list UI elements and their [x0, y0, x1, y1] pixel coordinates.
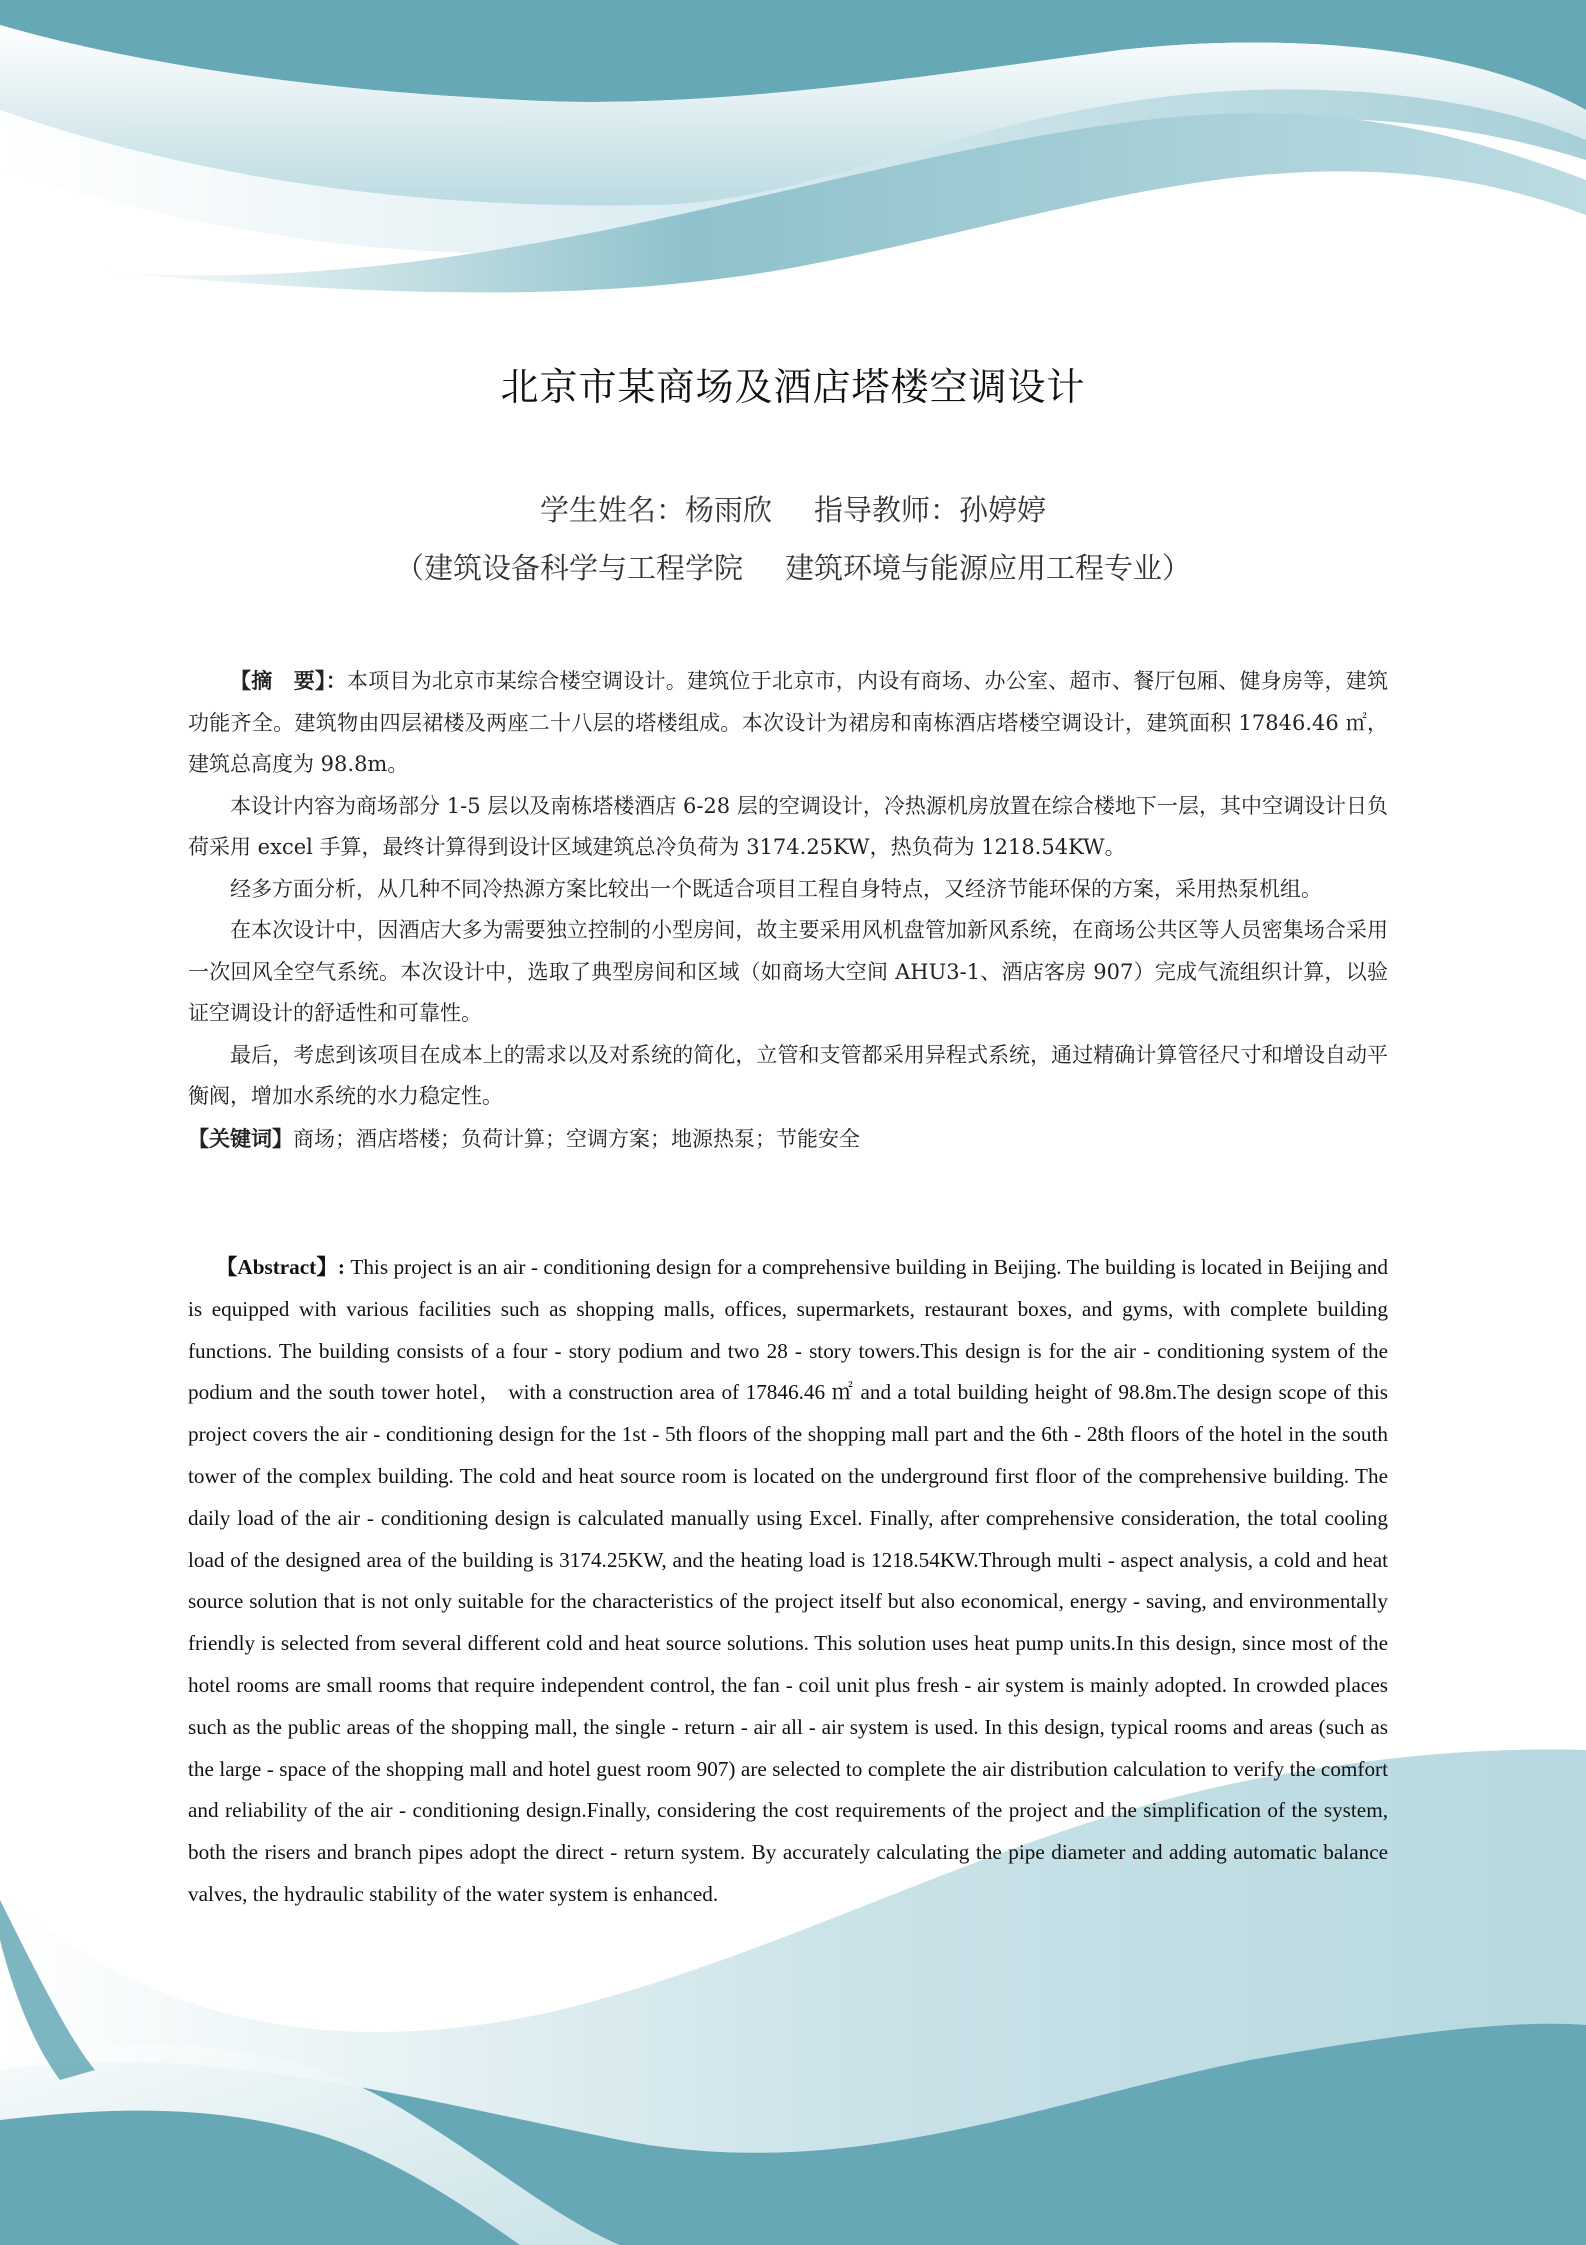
en-abstract-label: 【Abstract】:: [216, 1255, 345, 1279]
cn-abstract-paragraph: 经多方面分析，从几种不同冷热源方案比较出一个既适合项目工程自身特点，又经济节能环保的方案，采用热泵机组。: [230, 876, 1322, 901]
cn-abstract-paragraph: 在本次设计中，因酒店大多为需要独立控制的小型房间，故主要采用风机盘管加新风系统，在商场公共区等人员密集场合采用一次回风全空气系统。本次设计中，选取了典型房间和区域（如商场大空间 AHU3-1、酒店客房 907）完成气流组织计算，以验证空调设计的舒适性和可靠性。: [188, 918, 1388, 1025]
cn-abstract-label: 【摘 要】：: [230, 668, 347, 693]
document-title: 北京市某商场及酒店塔楼空调设计: [500, 365, 1086, 409]
cn-abstract-paragraph: 本设计内容为商场部分 1-5 层以及南栋塔楼酒店 6-28 层的空调设计，冷热源机房放置在综合楼地下一层，其中空调设计日负荷采用 excel 手算，最终计算得到设计区域建筑总冷负荷为 3174.25KW，热负荷为 1218.54KW。: [188, 793, 1388, 859]
chinese-abstract: [188, 660, 1388, 1160]
en-abstract-paragraph: [188, 1247, 1388, 1916]
en-abstract-text: This project is an air - conditioning design for a comprehensive building in Beijing. The building is located in Beijing and is equipped with various facilities such as shopping malls, offices, supermarkets, restaurant boxes, and gyms, with complete building functions. The building consists of a four - story podium and two 28 - story towers.This design is for the air - conditioning system of the podium and the south tower hotel， with a construction area of 17846.46 ㎡ and a total building height of 98.8m.The design scope of this project covers the air - conditioning design for the 1st - 5th floors of the shopping mall part and the 6th - 28th floors of the hotel in the south tower of the complex building. The cold and heat source room is located on the underground first floor of the comprehensive building. The daily load of the air - conditioning design is calculated manually using Excel. Finally, after comprehensive consideration, the total cooling load of the designed area of the building is 3174.25KW, and the heating load is 1218.54KW.Through multi - aspect analysis, a cold and heat source solution that is not only suitable for the characteristics of the project itself but also economical, energy - saving, and environmentally friendly is selected from several different cold and heat source solutions. This solution uses heat pump units.In this design, since most of the hotel rooms are small rooms that require independent control, the fan - coil unit plus fresh - air system is mainly adopted. In crowded places such as the public areas of the shopping mall, the single - return - air all - air system is used. In this design, typical rooms and areas (such as the large - space of the shopping mall and hotel guest room 907) are selected to complete the air distribution calculation to verify the comfort and reliability of the air - conditioning design.Finally, considering the cost requirements of the project and the simplification of the system, both the risers and branch pipes adopt the direct - return system. By accurately calculating the pipe diameter and adding automatic balance valves, the hydraulic stability of the water system is enhanced.: [188, 1255, 1388, 1906]
cn-abstract-paragraph: 最后，考虑到该项目在成本上的需求以及对系统的简化，立管和支管都采用异程式系统，通过精确计算管径尺寸和增设自动平衡阀，增加水系统的水力稳定性。: [188, 1042, 1388, 1108]
keywords-text: 商场；酒店塔楼；负荷计算；空调方案；地源热泵；节能安全: [293, 1126, 860, 1151]
keywords-label: 【关键词】: [188, 1125, 293, 1151]
english-abstract: [188, 1247, 1388, 1916]
cn-abstract-paragraph: [188, 660, 1388, 786]
school-name: （建筑设备科学与工程学院: [394, 551, 743, 585]
advisor-name: 指导教师：孙婷婷: [814, 493, 1047, 527]
major-name: 建筑环境与能源应用工程专业）: [785, 551, 1192, 585]
affiliation-line: [0, 546, 1586, 587]
cn-abstract-text: 本项目为北京市某综合楼空调设计。建筑位于北京市，内设有商场、办公室、超市、餐厅包厢、健身房等，建筑功能齐全。建筑物由四层裙楼及两座二十八层的塔楼组成。本次设计为裙房和南栋酒店塔楼空调设计，建筑面积 17846.46 ㎡，建筑总高度为 98.8m。: [188, 669, 1388, 776]
author-line: [0, 488, 1586, 529]
keywords: [188, 1118, 1388, 1161]
student-name: 学生姓名：杨雨欣: [539, 493, 772, 527]
